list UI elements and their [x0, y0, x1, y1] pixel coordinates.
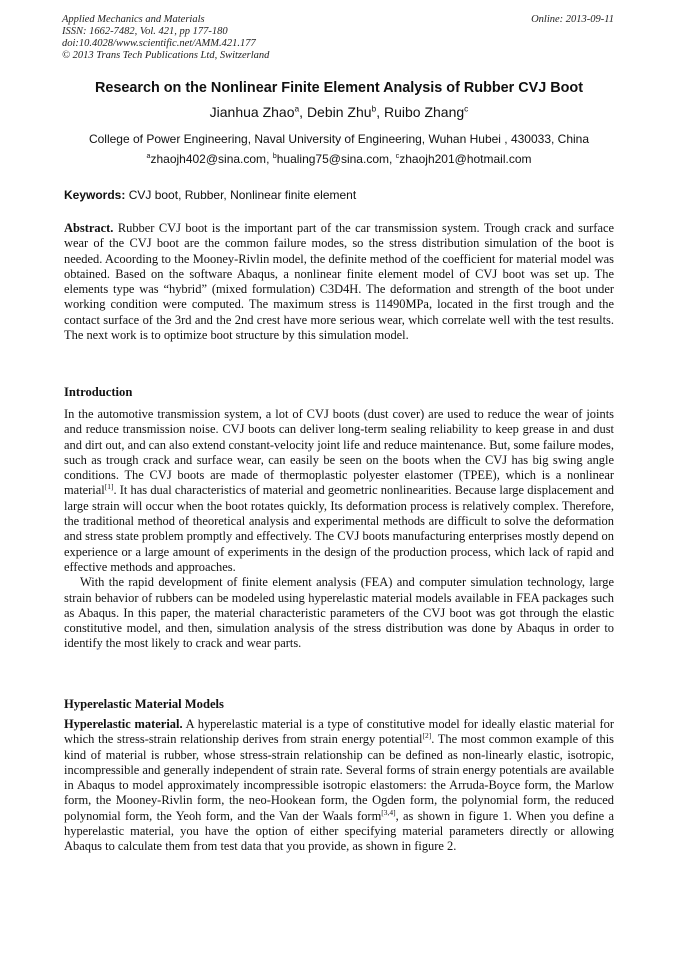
keywords-label: Keywords: [64, 188, 126, 202]
email-separator: , [388, 152, 396, 166]
affiliation: College of Power Engineering, Naval University of Engineering, Wuhan Hubei , 430033, China [88, 132, 590, 146]
email-mark: b [272, 151, 277, 160]
citation[interactable]: [3,4] [381, 807, 396, 817]
keywords-text: CVJ boot, Rubber, Nonlinear finite element [128, 188, 357, 202]
email-address[interactable]: zhaojh402@sina.com [150, 152, 267, 166]
author-mark: a [294, 103, 300, 114]
email-list [0, 152, 678, 166]
author-separator: , [299, 104, 307, 120]
keywords [64, 188, 356, 202]
email-address[interactable]: hualing75@sina.com [276, 152, 389, 166]
run-in-heading: Hyperelastic material. [64, 717, 183, 731]
author-name: Debin Zhu [306, 104, 372, 120]
email-mark: c [395, 151, 400, 160]
intro-paragraph-1: In the automotive transmission system, a lot of CVJ boots (dust cover) are used to reduce the wear of joints and reduce transmission noise. CVJ boots can deliver long-term sealing reliability to keep grease in and dust and dirt out, and can also extend constant-velocity joint life and reduce maintenance. But, some failure modes, such as trough crack and surface wear, can easily be seen on the boots when the CVJ has big swing angle conditions. The CVJ boots are made of thermoplastic polyester elastomer (TPEE), which is a nonlinear material[1]. It has dual characteristics of material and geometric nonlinearities. Because large displacement and large strain will occur when the boot rotates quickly, Its deformation process is relatively complex. Therefore, the traditional method of theoretical analysis and experimental methods are difficult to solve the deformation and stress state problem promptly and effectively. The CVJ boots manufacturing enterprises mostly depend on experience or a large amount of experiments in the design of the production process, which lack of rapid and effective methods and approaches. [64, 407, 614, 574]
author-name: Jianhua Zhao [209, 104, 295, 120]
introduction-body [64, 407, 614, 652]
author-list [0, 104, 678, 120]
issn-line: ISSN: 1662-7482, Vol. 421, pp 177-180 [62, 26, 228, 37]
abstract-label: Abstract. [64, 221, 114, 235]
author-mark: b [371, 103, 377, 114]
journal-meta [62, 14, 269, 62]
copyright-line: © 2013 Trans Tech Publications Ltd, Switzerland [62, 50, 270, 61]
intro-paragraph-2: With the rapid development of finite element analysis (FEA) and computer simulation technology, large strain behavior of rubbers can be modeled using hyperelastic material models available in FEA packages such as Abaqus. In this paper, the material characteristic parameters of the CVJ boot was got through the elastic constitutive model, and then, simulation analysis of the stress distribution was done by Abaqus in order to identify the most likely to crack and wear parts. [64, 575, 614, 651]
author-name: Ruibo Zhang [383, 104, 465, 120]
hyperelastic-body [64, 717, 614, 855]
email-mark: a [146, 151, 151, 160]
hyperelastic-paragraph-1: Hyperelastic material. A hyperelastic material is a type of constitutive model for ideally elastic material for which the stress-strain relationship derives from strain energy potential[2]. The most common example of this kind of material is rubber, whose stress-strain relationship can be defined as non-linearly elastic, isotropic, incompressible and generally independent of strain rate. Several forms of strain energy potentials are available in Abaqus to model approximately incompressible isotropic elastomers: the Arruda-Boyce form, the Marlow form, the Mooney-Rivlin form, the neo-Hookean form, the Ogden form, the polynomial form, the reduced polynomial form, the Yeoh form, and the Van der Waals form[3,4], as shown in figure 1. When you define a hyperelastic material, you have the option of either specifying material parameters directly or allowing Abaqus to calculate them from test data that you provide, as shown in figure 2. [64, 717, 614, 854]
online-date: Online: 2013-09-11 [531, 14, 614, 25]
email-separator: , [266, 152, 273, 166]
abstract [64, 221, 614, 343]
email-address[interactable]: zhaojh201@hotmail.com [399, 152, 532, 166]
citation[interactable]: [1] [104, 482, 114, 492]
citation[interactable]: [2] [422, 731, 432, 741]
doi-line: doi:10.4028/www.scientific.net/AMM.421.177 [62, 38, 256, 49]
author-mark: c [464, 103, 469, 114]
section-heading-introduction: Introduction [64, 385, 133, 399]
paper-title: Research on the Nonlinear Finite Element Analysis of Rubber CVJ Boot [94, 80, 584, 96]
abstract-text: Rubber CVJ boot is the important part of the car transmission system. Trough crack and surface wear of the CVJ boot are the common failure modes, so the stress distribution simulation of the boot is needed. Acoording to the Mooney-Rivlin model, the definite method of the coefficient for material model was obtained. Based on the software Abaqus, a nonlinear finite element model of CVJ boot was set up. The elements type was “hybrid” (mixed formulation) C3D4H. The deformation and strength of the boot under working condition were computed. The maximum stress is 11490MPa, located in the first trough and the contact surface of the 3rd and the 2nd crest have more serious wear, which correlate well with the test results. The next work is to optimize boot structure by this simulation model. [64, 221, 615, 343]
journal-name: Applied Mechanics and Materials [62, 14, 205, 25]
section-heading-hyperelastic: Hyperelastic Material Models [64, 697, 224, 711]
author-separator: , [376, 104, 384, 120]
